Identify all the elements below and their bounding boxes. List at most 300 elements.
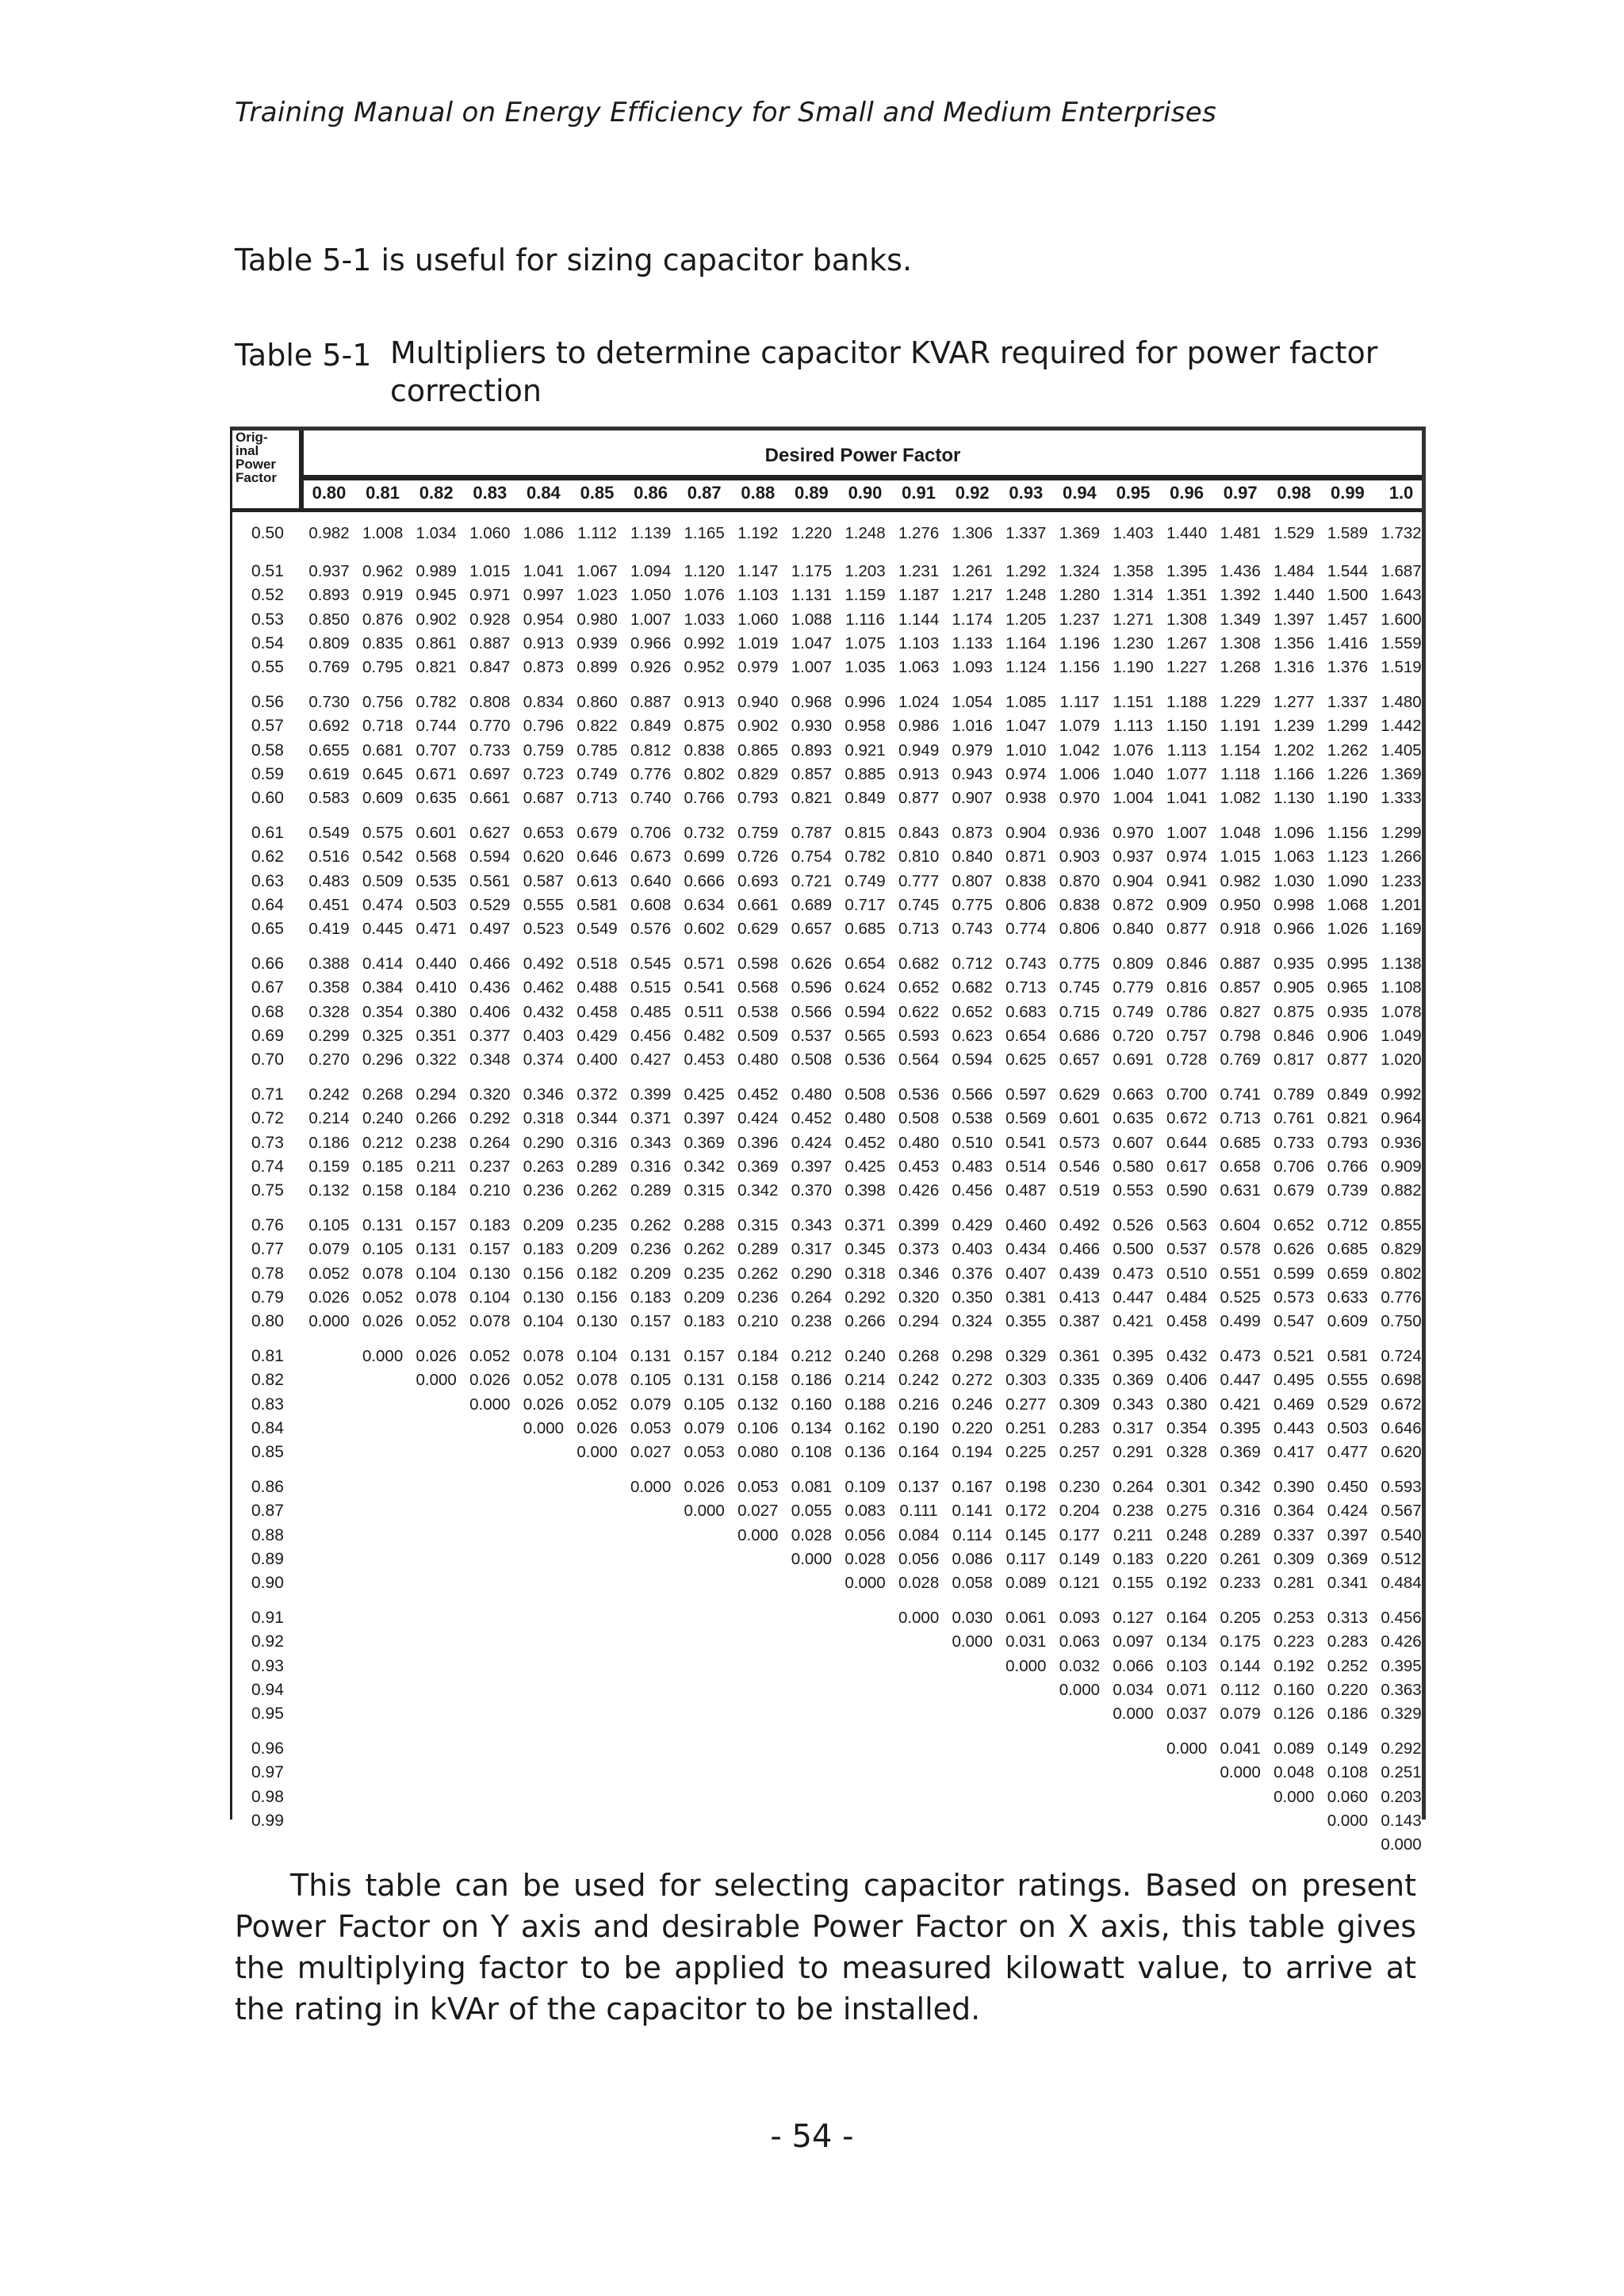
table-cell: 1.078 (1381, 1002, 1422, 1021)
table-cell: 0.492 (1059, 1216, 1101, 1235)
table-cell: 0.996 (845, 693, 886, 712)
table-cell: 1.151 (1113, 693, 1154, 712)
table-cell: 1.229 (1220, 693, 1261, 712)
table-cell: 0.968 (791, 693, 833, 712)
table-cell: 1.500 (1327, 586, 1369, 605)
table-cell: 0.877 (1166, 920, 1208, 938)
table-cell: 0.954 (523, 610, 565, 629)
table-cell: 0.354 (362, 1002, 404, 1021)
table-cell: 0.834 (523, 693, 565, 712)
table-cell: 0.997 (523, 586, 565, 605)
table-cell: 0.519 (1059, 1181, 1101, 1200)
table-cell: 0.609 (362, 789, 404, 807)
intro-text: Table 5-1 is useful for sizing capacitor banks. (235, 243, 913, 277)
page-number: - 54 - (770, 2118, 854, 2155)
table-cell: 0.425 (684, 1085, 725, 1104)
table-cell: 0.198 (1005, 1478, 1047, 1497)
table-cell: 1.544 (1327, 562, 1369, 581)
row-label: 0.50 (251, 524, 284, 542)
table-cell: 0.303 (1005, 1371, 1047, 1390)
table-cell: 0.645 (362, 764, 404, 783)
table-cell: 1.033 (684, 610, 725, 629)
table-cell: 0.545 (630, 955, 672, 974)
table-cell: 0.779 (1113, 978, 1154, 997)
table-cell: 0.786 (1166, 1002, 1208, 1021)
table-cell: 0.230 (1059, 1478, 1101, 1497)
table-cell: 0.000 (362, 1347, 404, 1366)
row-label: 0.51 (251, 562, 284, 581)
table-cell: 0.477 (1327, 1443, 1369, 1461)
table-cell: 0.918 (1220, 920, 1261, 938)
table-cell: 0.427 (630, 1050, 672, 1069)
row-label: 0.98 (251, 1787, 284, 1806)
table-cell: 0.759 (523, 740, 565, 760)
table-cell: 0.970 (1113, 824, 1154, 843)
table-cell: 0.627 (469, 824, 511, 843)
table-cell: 1.015 (469, 562, 511, 581)
table-cell: 1.442 (1381, 717, 1422, 736)
table-cell: 1.085 (1005, 693, 1047, 712)
table-cell: 0.130 (576, 1312, 618, 1330)
table-cell: 1.063 (1274, 848, 1315, 867)
table-cell: 0.487 (1005, 1181, 1047, 1200)
table-cell: 0.000 (1327, 1811, 1369, 1830)
table-cell: 0.566 (952, 1085, 993, 1104)
table-cell: 0.625 (1005, 1050, 1047, 1069)
table-cell: 0.749 (845, 871, 886, 890)
table-cell: 0.289 (1220, 1525, 1261, 1544)
table-cell: 0.512 (1381, 1549, 1422, 1568)
table-cell: 0.480 (845, 1109, 886, 1128)
table-cell: 0.575 (362, 824, 404, 843)
row-label: 0.75 (251, 1181, 284, 1200)
table-cell: 0.936 (1381, 1133, 1422, 1152)
table-cell: 0.104 (416, 1264, 457, 1283)
table-cell: 0.698 (1381, 1371, 1422, 1390)
table-cell: 1.060 (469, 524, 511, 542)
table-cell: 0.000 (1220, 1763, 1261, 1782)
table-cell: 1.076 (1113, 740, 1154, 760)
table-cell: 1.395 (1166, 562, 1208, 581)
table-cell: 1.035 (845, 658, 886, 676)
table-cell: 0.453 (898, 1157, 940, 1176)
table-cell: 0.373 (898, 1240, 940, 1259)
table-cell: 1.156 (1059, 658, 1101, 676)
table-cell: 1.169 (1381, 920, 1422, 938)
table-cell: 1.024 (898, 693, 940, 712)
table-cell: 0.346 (523, 1085, 565, 1104)
table-cell: 0.838 (1059, 895, 1101, 914)
table-cell: 0.364 (1274, 1502, 1315, 1521)
table-cell: 0.292 (469, 1109, 511, 1128)
table-cell: 0.291 (1113, 1443, 1154, 1461)
table-cell: 1.113 (1113, 717, 1153, 736)
table-cell: 0.617 (1166, 1157, 1208, 1176)
table-cell: 0.700 (1166, 1085, 1208, 1104)
table-cell: 0.732 (684, 824, 725, 843)
table-cell: 0.000 (737, 1525, 779, 1544)
table-cell: 0.460 (1005, 1216, 1047, 1235)
column-header: 0.80 (312, 483, 347, 503)
table-cell: 0.130 (523, 1288, 565, 1307)
table-cell: 0.105 (362, 1240, 404, 1259)
table-cell: 0.381 (1005, 1288, 1047, 1307)
table-cell: 0.053 (684, 1443, 725, 1461)
table-cell: 0.345 (845, 1240, 886, 1259)
row-label: 0.73 (251, 1133, 284, 1152)
table-cell: 0.966 (630, 633, 672, 652)
table-cell: 0.720 (1113, 1026, 1154, 1045)
table-cell: 1.139 (630, 524, 672, 542)
table-cell: 0.315 (737, 1216, 779, 1235)
table-cell: 1.187 (898, 586, 940, 605)
table-cell: 0.692 (308, 717, 350, 736)
table-cell: 0.817 (1274, 1050, 1315, 1069)
table-cell: 0.251 (1005, 1418, 1047, 1437)
table-cell: 1.267 (1166, 633, 1208, 652)
table-cell: 0.652 (1274, 1216, 1315, 1235)
table-cell: 0.903 (1059, 848, 1101, 867)
table-cell: 0.387 (1059, 1312, 1101, 1330)
table-cell: 1.436 (1220, 562, 1261, 581)
table-cell: 0.571 (684, 955, 725, 974)
table-cell: 0.262 (737, 1264, 779, 1283)
table-cell: 0.601 (416, 824, 457, 843)
table-cell: 0.793 (737, 789, 779, 807)
row-label: 0.57 (251, 717, 284, 736)
table-cell: 0.538 (737, 1002, 779, 1021)
table-cell: 0.565 (845, 1026, 886, 1045)
column-header: 1.0 (1388, 483, 1414, 503)
table-cell: 0.190 (898, 1418, 940, 1437)
table-cell: 0.789 (1274, 1085, 1315, 1104)
table-cell: 0.167 (952, 1478, 993, 1497)
table-cell: 0.037 (1166, 1705, 1208, 1723)
table-cell: 0.564 (898, 1050, 940, 1069)
table-cell: 0.456 (630, 1026, 672, 1045)
table-cell: 0.473 (1220, 1347, 1261, 1366)
table-cell: 1.047 (1005, 717, 1047, 736)
table-cell: 0.774 (1005, 920, 1047, 938)
row-label: 0.92 (251, 1632, 284, 1651)
column-header: 0.95 (1116, 483, 1151, 503)
table-cell: 0.453 (684, 1050, 725, 1069)
table-cell: 0.590 (1166, 1181, 1208, 1200)
table-cell: 0.821 (791, 789, 833, 807)
table-cell: 1.041 (523, 562, 565, 581)
table-cell: 0.056 (898, 1549, 940, 1568)
table-cell: 0.525 (1220, 1288, 1261, 1307)
column-header: 0.88 (741, 483, 776, 503)
table-cell: 0.252 (1327, 1656, 1369, 1675)
table-cell: 0.979 (952, 740, 993, 760)
table-cell: 0.026 (308, 1288, 350, 1307)
table-cell: 0.613 (576, 871, 618, 890)
table-cell: 0.937 (308, 562, 350, 581)
table-cell: 0.634 (684, 895, 725, 914)
table-cell: 1.314 (1113, 586, 1154, 605)
table-cell: 0.157 (630, 1312, 672, 1330)
table-cell: 0.473 (1113, 1264, 1154, 1283)
table-cell: 0.041 (1220, 1739, 1261, 1758)
header-divider (299, 430, 304, 510)
table-cell: 0.346 (898, 1264, 940, 1283)
table-cell: 0.079 (630, 1395, 672, 1414)
table-cell: 0.913 (684, 693, 725, 712)
table-cell: 0.156 (576, 1288, 618, 1307)
table-cell: 0.149 (1059, 1549, 1101, 1568)
table-cell: 0.484 (1381, 1574, 1422, 1592)
table-cell: 1.007 (1166, 824, 1208, 843)
table-cell: 0.782 (416, 693, 457, 712)
table-cell: 0.671 (416, 764, 457, 783)
table-cell: 0.776 (630, 764, 672, 783)
table-cell: 0.341 (1327, 1574, 1369, 1592)
table-cell: 0.105 (630, 1371, 672, 1390)
table-cell: 0.715 (1059, 1002, 1101, 1021)
table-cell: 0.137 (898, 1478, 940, 1497)
table-cell: 0.236 (737, 1288, 779, 1307)
table-cell: 0.887 (469, 633, 511, 652)
table-cell: 0.309 (1274, 1549, 1315, 1568)
table-cell: 0.053 (630, 1418, 672, 1437)
table-cell: 0.183 (1113, 1549, 1154, 1568)
table-cell: 0.798 (1220, 1026, 1261, 1045)
row-label: 0.86 (251, 1478, 284, 1497)
table-cell: 0.576 (630, 920, 672, 938)
table-cell: 0.225 (1005, 1443, 1047, 1461)
table-cell: 0.578 (1220, 1240, 1261, 1259)
table-cell: 0.205 (1220, 1609, 1261, 1628)
table-cell: 1.042 (1059, 740, 1101, 760)
table-cell: 0.483 (952, 1157, 993, 1176)
table-cell: 0.766 (684, 789, 725, 807)
table-cell: 0.938 (1005, 789, 1047, 807)
row-label: 0.56 (251, 693, 284, 712)
table-cell: 0.000 (630, 1478, 672, 1497)
table-cell: 0.315 (684, 1181, 725, 1200)
table-cell: 0.028 (845, 1549, 886, 1568)
table-cell: 0.223 (1274, 1632, 1315, 1651)
table-cell: 0.060 (1327, 1787, 1369, 1806)
table-cell: 1.266 (1381, 848, 1422, 867)
row-label: 0.53 (251, 610, 284, 629)
table-cell: 1.040 (1113, 764, 1154, 783)
table-cell: 1.306 (952, 524, 993, 542)
table-cell: 0.697 (469, 764, 511, 783)
table-cell: 0.893 (791, 740, 833, 760)
table-cell: 0.188 (845, 1395, 886, 1414)
table-cell: 0.342 (684, 1157, 725, 1176)
table-cell: 0.495 (1274, 1371, 1315, 1390)
table-cell: 0.210 (469, 1181, 511, 1200)
table-cell: 0.939 (576, 633, 618, 652)
table-cell: 0.078 (523, 1347, 565, 1366)
table-cell: 1.192 (737, 524, 779, 542)
table-cell: 0.266 (416, 1109, 457, 1128)
table-cell: 0.679 (576, 824, 618, 843)
table-cell: 0.568 (416, 848, 457, 867)
table-cell: 1.090 (1327, 871, 1369, 890)
table-cell: 0.657 (791, 920, 833, 938)
table-cell: 0.635 (1113, 1109, 1154, 1128)
table-cell: 1.116 (845, 610, 885, 629)
table-cell: 0.740 (630, 789, 672, 807)
table-cell: 1.248 (845, 524, 886, 542)
table-cell: 0.776 (1381, 1288, 1422, 1307)
table-cell: 0.204 (1059, 1502, 1101, 1521)
table-cell: 0.685 (1220, 1133, 1261, 1152)
table-cell: 0.466 (469, 955, 511, 974)
table-cell: 0.970 (1059, 789, 1101, 807)
column-header: 0.97 (1223, 483, 1258, 503)
table-cell: 0.104 (523, 1312, 565, 1330)
table-cell: 1.068 (1327, 895, 1369, 914)
table-cell: 0.000 (1166, 1739, 1208, 1758)
table-cell: 0.400 (576, 1050, 618, 1069)
table-cell: 0.424 (737, 1109, 779, 1128)
table-cell: 0.877 (898, 789, 940, 807)
table-cell: 1.196 (1059, 633, 1101, 652)
table-cell: 0.329 (1005, 1347, 1047, 1366)
table-cell: 1.048 (1220, 824, 1261, 843)
table-cell: 0.447 (1220, 1371, 1261, 1390)
corner-label-line: inal (236, 443, 259, 458)
table-cell: 1.481 (1220, 524, 1261, 542)
table-cell: 0.921 (845, 740, 886, 760)
table-cell: 0.657 (1059, 1050, 1101, 1069)
row-label: 0.61 (251, 824, 284, 843)
table-cell: 1.004 (1113, 789, 1154, 807)
table-cell: 0.838 (1005, 871, 1047, 890)
table-cell: 0.706 (630, 824, 672, 843)
table-cell: 0.426 (1381, 1632, 1422, 1651)
table-cell: 1.159 (845, 586, 886, 605)
table-cell: 0.877 (1327, 1050, 1369, 1069)
table-cell: 0.597 (1005, 1085, 1047, 1104)
table-cell: 0.717 (845, 895, 886, 914)
table-cell: 0.000 (523, 1418, 565, 1437)
table-cell: 0.822 (576, 717, 618, 736)
table-cell: 1.349 (1220, 610, 1261, 629)
table-cell: 0.397 (1327, 1525, 1369, 1544)
table-cell: 0.661 (737, 895, 779, 914)
table-cell: 0.663 (1113, 1085, 1154, 1104)
table-cell: 0.447 (1113, 1288, 1154, 1307)
table-cell: 0.452 (737, 1085, 779, 1104)
table-cell: 1.643 (1381, 586, 1422, 605)
row-label: 0.82 (251, 1371, 284, 1390)
table-cell: 0.624 (845, 978, 886, 997)
table-cell: 0.270 (308, 1050, 350, 1069)
table-cell: 0.793 (1327, 1133, 1369, 1152)
column-header: 0.90 (848, 483, 883, 503)
table-cell: 0.681 (362, 740, 404, 760)
table-cell: 0.318 (845, 1264, 886, 1283)
table-cell: 0.561 (469, 871, 511, 890)
table-cell: 1.405 (1381, 740, 1422, 760)
table-cell: 0.761 (1274, 1109, 1315, 1128)
table-cell: 0.078 (416, 1288, 457, 1307)
table-cell: 0.785 (576, 740, 618, 760)
table-cell: 0.965 (1327, 978, 1369, 997)
table-cell: 0.566 (791, 1002, 833, 1021)
table-cell: 0.777 (898, 871, 940, 890)
table-cell: 0.182 (576, 1264, 618, 1283)
row-label: 0.77 (251, 1240, 284, 1259)
table-cell: 1.034 (416, 524, 457, 542)
column-header: 0.86 (634, 483, 668, 503)
table-cell: 0.406 (1166, 1371, 1208, 1390)
table-cell: 0.452 (791, 1109, 833, 1128)
row-label: 0.66 (251, 955, 284, 974)
table-cell: 0.262 (630, 1216, 672, 1235)
table-cell: 0.143 (1381, 1811, 1422, 1830)
row-label: 0.68 (251, 1002, 284, 1021)
table-cell: 0.236 (630, 1240, 672, 1259)
table-cell: 1.191 (1220, 717, 1261, 736)
table-cell: 1.147 (737, 562, 779, 581)
table-cell: 0.893 (308, 586, 350, 605)
table-cell: 0.283 (1327, 1632, 1369, 1651)
table-cell: 0.593 (898, 1026, 940, 1045)
table-cell: 0.906 (1327, 1026, 1369, 1045)
table-cell: 0.682 (898, 955, 940, 974)
table-cell: 1.392 (1220, 586, 1261, 605)
table-cell: 0.907 (952, 789, 993, 807)
table-cell: 0.902 (416, 610, 457, 629)
table-cell: 0.052 (362, 1288, 404, 1307)
table-cell: 0.529 (1327, 1395, 1369, 1414)
table-cell: 0.329 (1381, 1705, 1422, 1723)
table-cell: 0.551 (1220, 1264, 1261, 1283)
table-cell: 1.397 (1274, 610, 1315, 629)
table-cell: 0.233 (1220, 1574, 1261, 1592)
table-cell: 1.008 (362, 524, 404, 542)
table-cell: 0.131 (630, 1347, 672, 1366)
table-cell: 0.596 (791, 978, 833, 997)
table-cell: 1.337 (1327, 693, 1369, 712)
table-cell: 0.653 (523, 824, 565, 843)
table-cell: 1.324 (1059, 562, 1101, 581)
table-cell: 0.594 (469, 848, 511, 867)
table-cell: 0.555 (1327, 1371, 1369, 1390)
table-cell: 0.782 (845, 848, 886, 867)
table-cell: 1.369 (1059, 524, 1101, 542)
table-cell: 0.000 (1005, 1656, 1047, 1675)
table-cell: 0.581 (1327, 1347, 1369, 1366)
row-label: 0.81 (251, 1347, 284, 1366)
table-cell: 0.272 (952, 1371, 993, 1390)
table-cell: 0.251 (1381, 1763, 1422, 1782)
table-cell: 0.733 (1274, 1133, 1315, 1152)
column-header: 0.83 (473, 483, 508, 503)
table-cell: 0.000 (791, 1549, 833, 1568)
table-cell: 0.875 (1274, 1002, 1315, 1021)
table-cell: 0.849 (1327, 1085, 1369, 1104)
table-cell: 0.419 (308, 920, 350, 938)
table-cell: 1.308 (1220, 633, 1261, 652)
table-cell: 0.706 (1274, 1157, 1315, 1176)
table-cell: 0.079 (308, 1240, 350, 1259)
table-cell: 0.177 (1059, 1525, 1101, 1544)
column-header: 0.92 (955, 483, 990, 503)
row-label: 0.89 (251, 1549, 284, 1568)
table-cell: 0.108 (791, 1443, 833, 1461)
table-cell: 1.131 (791, 586, 833, 605)
table-cell: 0.807 (952, 871, 993, 890)
table-cell: 0.268 (362, 1085, 404, 1104)
